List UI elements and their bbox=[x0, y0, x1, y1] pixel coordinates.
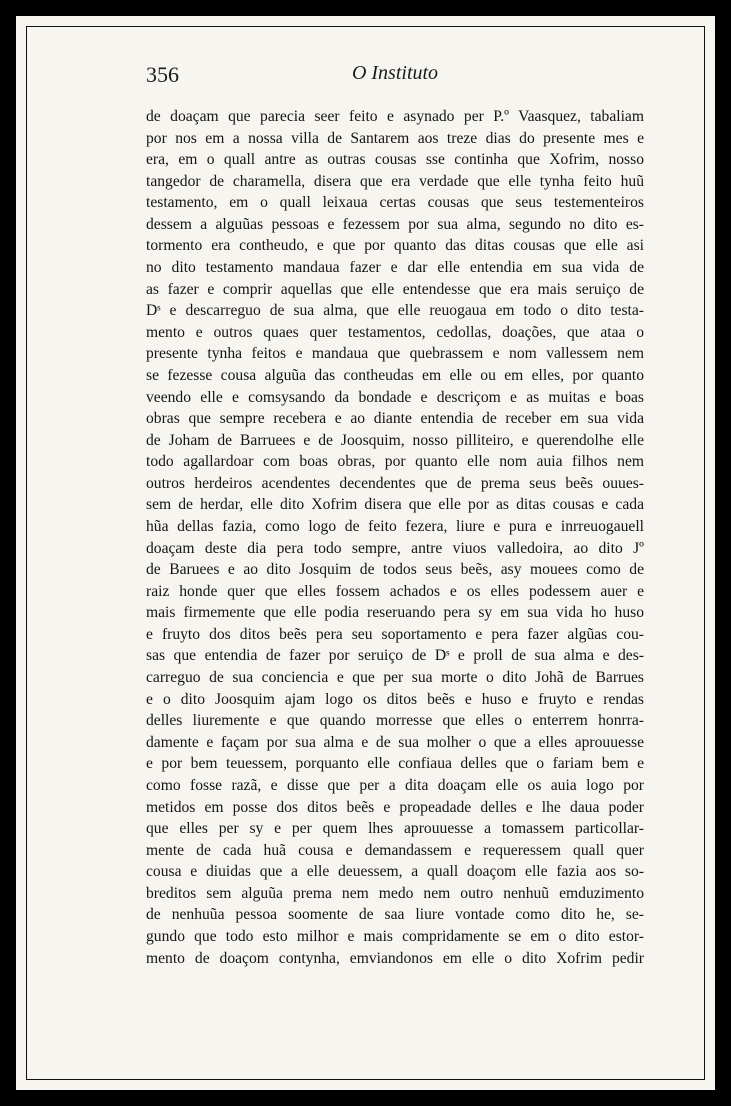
text-line: como fosse razã, e disse que per a dita doaçam elle os auia logo por bbox=[146, 776, 644, 794]
text-line: sas que entendia de fazer por seruiço de Dˢ e proll de sua alma e des- bbox=[146, 647, 644, 665]
text-line: tormento era contheudo, e que por quanto das ditas cousas que elle asi bbox=[146, 237, 644, 255]
text-line: veendo elle e comsysando da bondade e descriçom e as muitas e boas bbox=[146, 388, 644, 406]
text-line: de nenhuũa pessoa soomente de saa liure vontade como dito he, se- bbox=[146, 906, 644, 924]
page-header bbox=[146, 62, 644, 92]
text-line: e o dito Joosquim ajam logo os ditos beẽs e huso e fruyto e rendas bbox=[146, 690, 644, 708]
text-line: cousa e diuidas que a elle deuessem, a quall doaçom elle fazia aos so- bbox=[146, 863, 644, 881]
text-line: raiz honde quer que elles fossem achados e os elles podessem auer e bbox=[146, 582, 644, 600]
text-line: outros herdeiros acendentes decendentes que de prema seus beẽs ouues- bbox=[146, 474, 644, 492]
running-title: O Instituto bbox=[351, 62, 439, 84]
text-line: Dˢ e descarreguo de sua alma, que elle reuogaua em todo o dito testa- bbox=[146, 302, 644, 320]
text-line: damente e façam por sua alma e de sua molher o que a elles aprouuesse bbox=[146, 733, 644, 751]
text-line: e por bem teuessem, porquanto elle confiaua delles que o fariam bem e bbox=[146, 755, 644, 773]
text-line: e fruyto dos ditos beẽs pera seu soportamento e pera fazer algũas cou- bbox=[146, 625, 644, 643]
text-line: breditos sem alguũa prema nem medo nem outro nenhuũ emduzimento bbox=[146, 884, 644, 902]
text-line: todo agallardoar com boas obras, por quanto elle nom auia filhos nem bbox=[146, 453, 644, 471]
text-line: presente tynha feitos e mandaua que quebrassem e nom vallessem nem bbox=[146, 345, 644, 363]
text-line: era, em o quall antre as outras cousas sse continha que Xofrim, nosso bbox=[146, 151, 644, 169]
text-line: dessem a alguũas pessoas e fezessem por sua alma, segundo no dito es- bbox=[146, 215, 644, 233]
text-line: de doaçam que parecia seer feito e asynado per P.º Vaasquez, tabaliam bbox=[146, 108, 644, 125]
text-line: testamento, em o quall leixaua certas cousas que seus testementeiros bbox=[146, 194, 644, 212]
text-line: de Joham de Barruees e de Joosquim, nosso pilliteiro, e querendolhe elle bbox=[146, 431, 644, 449]
text-line: carreguo de sua conciencia e que per sua morte o dito Johã de Barrues bbox=[146, 669, 644, 687]
text-line: que elles per sy e per quem lhes aprouuesse a tomassem particollar- bbox=[146, 820, 644, 838]
text-line: mente de cada huã cousa e demandassem e requeressem quall quer bbox=[146, 841, 644, 859]
text-line: gundo que todo esto milhor e mais compridamente se em o dito estor- bbox=[146, 927, 644, 945]
text-line: doaçam deste dia pera todo sempre, antre viuos valledoira, ao dito Jº bbox=[146, 539, 644, 557]
text-line: tangedor de charamella, disera que era verdade que elle tynha feito huũ bbox=[146, 172, 644, 190]
body-text bbox=[146, 106, 644, 969]
text-line: mais firmemente que elle podia reseruando pera sy em sua vida ho huso bbox=[146, 604, 644, 622]
text-line: por nos em a nossa villa de Santarem aos treze dias do presente mes e bbox=[146, 129, 644, 147]
text-line: delles liuremente e que quando morresse que elles o enterrem honrra- bbox=[146, 712, 644, 730]
text-line: as fazer e comprir aquellas que elle entendesse que era mais seruiço de bbox=[146, 280, 644, 298]
scanned-page bbox=[16, 16, 715, 1090]
text-line: mento e outros quaes quer testamentos, cedollas, doações, que ataa o bbox=[146, 323, 644, 341]
text-line: mento de doaçom contynha, emviandonos em elle o dito Xofrim pedir bbox=[146, 949, 644, 967]
text-line: metidos em posse dos ditos beẽs e propeadade delles e lhe daua poder bbox=[146, 798, 644, 816]
text-line: sem de herdar, elle dito Xofrim disera que elle por as ditas cousas e cada bbox=[146, 496, 644, 514]
text-line: se fezesse cousa alguũa das contheudas em elle ou em elles, por quanto bbox=[146, 366, 644, 384]
text-line: no dito testamento mandaua fazer e dar elle entendia em sua vida de bbox=[146, 259, 644, 277]
text-line: de Baruees e ao dito Josquim de todos seus beẽs, asy mouees como de bbox=[146, 561, 644, 579]
text-line: obras que sempre recebera e ao diante entendia de receber em sua vida bbox=[146, 410, 644, 428]
text-line: hũa dellas fazia, como logo de feito fezera, liure e pura e inrreuogauell bbox=[146, 517, 644, 535]
page-number: 356 bbox=[146, 62, 179, 87]
